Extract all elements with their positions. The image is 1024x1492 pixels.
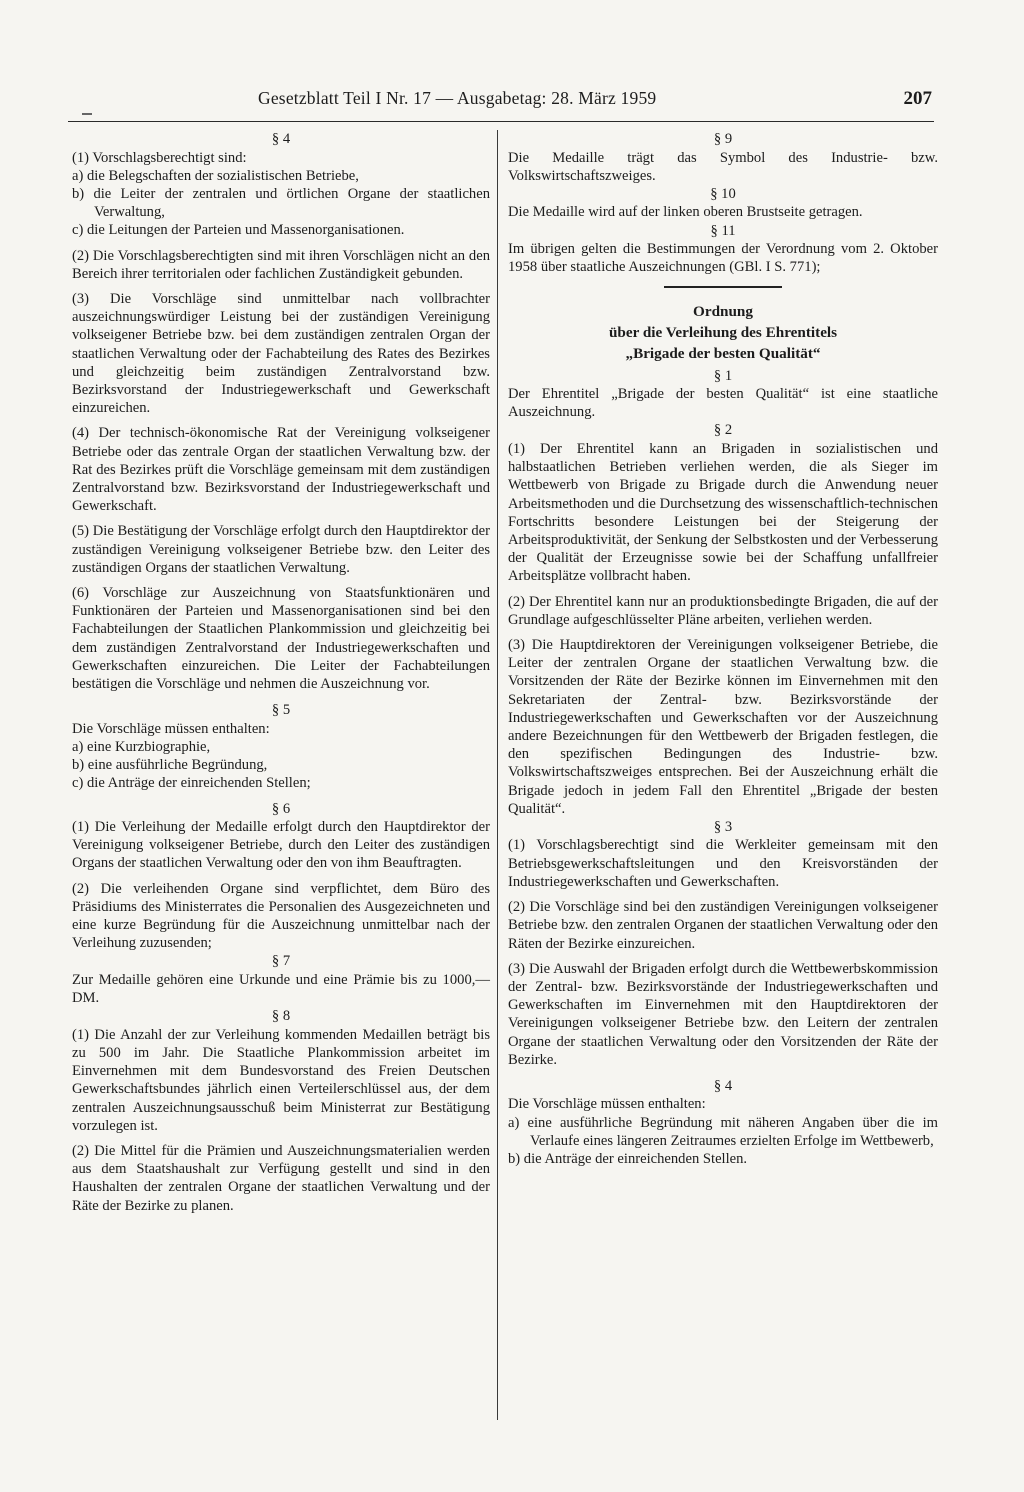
paragraph: (2) Die Vorschläge sind bei den zuständigen Vereinigungen volkseigener Betriebe bzw. den zentralen Organen der staatlichen Verwaltung oder den Räten der Bezirke einzureichen.	[508, 899, 938, 952]
list-item: a) eine Kurzbiographie,	[72, 738, 211, 755]
section-heading: § 3	[713, 818, 733, 835]
paragraph: Im übrigen gelten die Bestimmungen der Verordnung vom 2. Oktober 1958 über staatliche Auszeichnungen (GBl. I S. 771);	[508, 241, 938, 276]
header-rule	[68, 121, 934, 122]
paragraph: (2) Die Vorschlagsberechtigten sind mit ihren Vorschlägen nicht an den Bereich ihrer territorialen oder fachlichen Zuständigkeit gebunden.	[72, 247, 490, 282]
list-item: c) die Anträge der einreichenden Stellen;	[72, 775, 311, 792]
section-heading: § 4	[713, 1077, 733, 1094]
section-heading: § 4	[271, 131, 291, 147]
paragraph: Die Vorschläge müssen enthalten:	[508, 1096, 706, 1113]
column-divider	[497, 130, 498, 1420]
paragraph: (1) Der Ehrentitel kann an Brigaden in sozialistischen und halbstaatlichen Betrieben verliehen werden, die als Sieger im Wettbewerb von Brigade zu Brigade durch die Anwendung neuer Arbeitsmethoden und die Durchsetzung des wissenschaftlich-technischen Fortschritts besondere Leistungen bei der Steigerung der Arbeitsproduktivität, der Senkung der Selbstkosten und der Verbesserung der Qualität der Erzeugnisse sowie bei der Schaffung unfallfreier Arbeitsplätze vollbracht haben.	[508, 440, 938, 585]
section-heading: § 7	[271, 953, 291, 970]
paragraph: (2) Die Mittel für die Prämien und Auszeichnungsmaterialien werden aus dem Staatshaushalt zur Verfügung gestellt und sind in den Haushalten der zentralen Organe der staatlichen Verwaltung und der Räte der Bezirke zu planen.	[72, 1143, 490, 1214]
separator-rule	[664, 286, 782, 288]
paragraph: (4) Der technisch-ökonomische Rat der Vereinigung volkseigener Betriebe oder das zentrale Organ der staatlichen Verwaltung bzw. der Rat des Bezirkes prüft die Vorschläge gemeinsam mit dem zuständigen Zentralvorstand bzw. Bezirksvorstand der Industriegewerkschaft und Gewerkschaft.	[72, 425, 490, 515]
list-item: a) die Belegschaften der sozialistischen Betriebe,	[72, 167, 359, 184]
paragraph: (2) Der Ehrentitel kann nur an produktionsbedingte Brigaden, die auf der Grundlage aufgeschlüsselter Pläne arbeiten, verliehen werden.	[508, 593, 938, 628]
section-heading: § 2	[713, 422, 733, 439]
paragraph: Die Medaille trägt das Symbol des Industrie- bzw. Volkswirtschaftszweiges.	[508, 149, 938, 184]
paragraph: (6) Vorschläge zur Auszeichnung von Staatsfunktionären und Funktionären der Parteien und Massenorganisationen sind bei den Fachabteilungen der Staatlichen Plankommission und gleichzeitig bei dem zuständigen Zentralvorstand der Industriegewerkschaften und Gewerkschaften einzureichen. Die Leiter der Fachabteilungen bestätigen die Vorschläge und nehmen die Auszeichnung vor.	[72, 584, 490, 692]
paragraph: (3) Die Auswahl der Brigaden erfolgt durch die Wettbewerbskommission der Zentral- bzw. Bezirksvorstände der Industriegewerkschaften und Gewerkschaften im Einvernehmen mit den Hauptdirektoren der Vereinigungen volkseigener Betriebe bzw. den Leitern der zentralen Organe der staatlichen Verwaltung oder den Vorsitzenden der Räte der Bezirke.	[508, 960, 938, 1068]
paragraph: (5) Die Bestätigung der Vorschläge erfolgt durch den Hauptdirektor der zuständigen Vereinigung volkseigener Betriebe bzw. den Leiter des zuständigen Organs der staatlichen Verwaltung.	[72, 523, 490, 576]
paragraph: (1) Die Verleihung der Medaille erfolgt durch den Hauptdirektor der Vereinigung volkseigener Betriebe, durch den Leiter des zuständigen Organs der staatlichen Verwaltung oder den von ihm Beauftragten.	[72, 819, 490, 872]
ordinance-title: „Brigade der besten Qualität“	[625, 344, 821, 362]
list-item: b) die Leiter der zentralen und örtlichen Organe der staatlichen Verwaltung,	[72, 185, 490, 221]
running-header	[68, 88, 934, 116]
section-heading: § 11	[710, 222, 736, 239]
section-heading: § 6	[271, 800, 291, 817]
header-title: Gesetzblatt Teil I Nr. 17 — Ausgabetag: 28. März 1959	[258, 88, 657, 108]
ordinance-title: über die Verleihung des Ehrentitels	[608, 323, 838, 341]
list-item: b) die Anträge der einreichenden Stellen.	[508, 1151, 748, 1168]
paragraph: (1) Vorschlagsberechtigt sind:	[72, 149, 247, 166]
section-heading: § 5	[271, 702, 291, 719]
left-column	[72, 130, 490, 1215]
printer-mark	[82, 113, 92, 115]
paragraph: Die Vorschläge müssen enthalten:	[72, 720, 270, 737]
section-heading: § 10	[710, 185, 736, 202]
paragraph: (1) Vorschlagsberechtigt sind die Werkleiter gemeinsam mit den Betriebsgewerkschaftsleitungen und den Kreisvorständen der Industriegewerkschaften und Gewerkschaften.	[508, 837, 938, 890]
list-item: c) die Leitungen der Parteien und Massenorganisationen.	[72, 222, 405, 239]
ordinance-title: Ordnung	[693, 302, 753, 320]
paragraph: (3) Die Vorschläge sind unmittelbar nach vollbrachter auszeichnungswürdiger Leistung bei der zuständigen Vereinigung volkseigener Betriebe bzw. bei dem zuständigen zentralen Organ der staatlichen Verwaltung oder der Fachabteilung des Rates des Bezirkes und gleichzeitig beim zuständigen Zentralvorstand bzw. Bezirksvorstand der Industriegewerkschaft und Gewerkschaft einzureichen.	[72, 290, 490, 417]
list-item: b) eine ausführliche Begründung,	[72, 757, 268, 774]
paragraph: Die Medaille wird auf der linken oberen Brustseite getragen.	[508, 204, 863, 221]
list-item: a) eine ausführliche Begründung mit näheren Angaben über die im Verlaufe eines längeren Zeitraumes erzielten Erfolge im Wettbewerb,	[508, 1114, 938, 1149]
section-heading: § 8	[271, 1008, 291, 1025]
section-heading: § 1	[713, 367, 733, 384]
page-number: 207	[903, 88, 932, 109]
paragraph: Der Ehrentitel „Brigade der besten Qualität“ ist eine staatliche Auszeichnung.	[508, 386, 938, 421]
paragraph: (1) Die Anzahl der zur Verleihung kommenden Medaillen beträgt bis zu 500 im Jahr. Die Staatliche Plankommission arbeitet im Einvernehmen mit dem Bundesvorstand des Freien Deutschen Gewerkschaftsbundes jährlich einen Verteilerschlüssel aus, der dem zentralen Auszeichnungsausschuß beim Ministerrat zur Bestätigung vorzulegen ist.	[72, 1026, 490, 1134]
paragraph: (3) Die Hauptdirektoren der Vereinigungen volkseigener Betriebe, die Leiter der zentralen Organe der staatlichen Verwaltung bzw. die Vorsitzenden der Räte der Bezirke können im Einvernehmen mit den Sekretariaten der Zentral- bzw. Bezirksvorstände der Industriegewerkschaften und Gewerkschaften vor der Auszeichnung andere Bezeichnungen für den Wettbewerb der Brigaden festlegen, die den spezifischen Bedingungen des Industrie- bzw. Volkswirtschaftszweiges entsprechen. Bei der Auszeichnung erhält die Brigade jedoch in jedem Fall den Ehrentitel „Brigade der besten Qualität“.	[508, 636, 938, 817]
right-column	[508, 130, 938, 1168]
section-heading: § 9	[713, 131, 733, 147]
paragraph: (2) Die verleihenden Organe sind verpflichtet, dem Büro des Präsidiums des Ministerrates die Personalien des Ausgezeichneten und eine kurze Begründung für die Auszeichnung unmittelbar nach der Verleihung zuzusenden;	[72, 880, 490, 952]
paragraph: Zur Medaille gehören eine Urkunde und eine Prämie bis zu 1000,— DM.	[72, 971, 490, 1007]
